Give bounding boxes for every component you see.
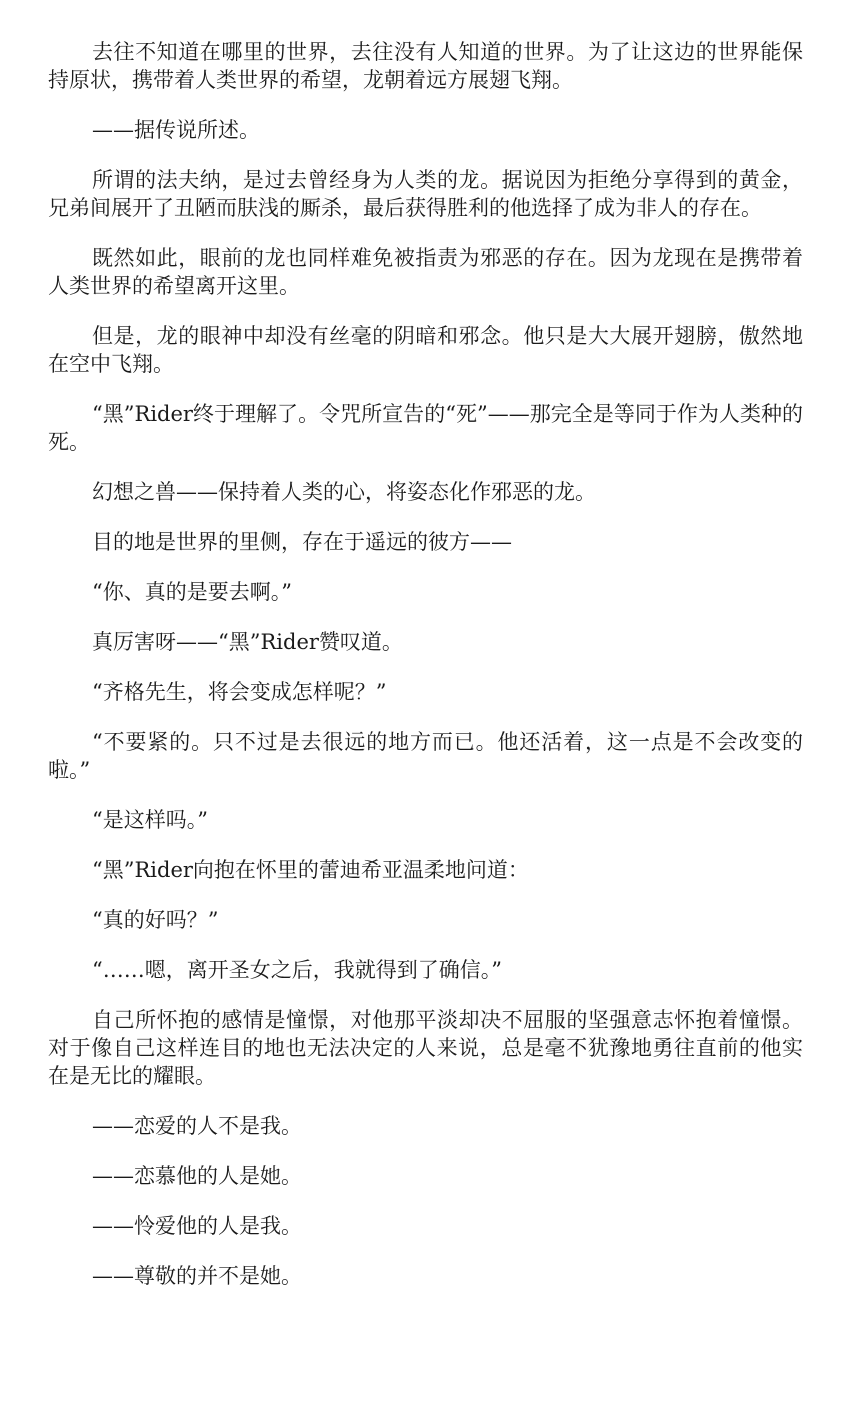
paragraph: ——怜爱他的人是我。 [92,1214,302,1238]
paragraph: “齐格先生，将会变成怎样呢？” [92,680,387,704]
paragraph: 真厉害呀——“黑”Rider赞叹道。 [92,630,403,654]
paragraph: “黑”Rider向抱在怀里的蕾迪希亚温柔地问道： [92,858,529,882]
paragraph: 目的地是世界的里侧，存在于遥远的彼方—— [92,530,512,554]
paragraph: “你、真的是要去啊。” [92,580,292,604]
paragraph: “不要紧的。只不过是去很远的地方而已。他还活着，这一点是不会改变的啦。” [48,730,803,782]
paragraph: “黑”Rider终于理解了。令咒所宣告的“死”——那完全是等同于作为人类种的死。 [48,402,803,454]
paragraph: “是这样吗。” [92,808,208,832]
paragraph: 去往不知道在哪里的世界，去往没有人知道的世界。为了让这边的世界能保持原状，携带着人类世界的希望，龙朝着远方展翅飞翔。 [48,40,803,92]
paragraph: 所谓的法夫纳，是过去曾经身为人类的龙。据说因为拒绝分享得到的黄金，兄弟间展开了丑陋而肤浅的厮杀，最后获得胜利的他选择了成为非人的存在。 [48,168,803,220]
paragraph: 但是，龙的眼神中却没有丝毫的阴暗和邪念。他只是大大展开翅膀，傲然地在空中飞翔。 [48,324,803,376]
paragraph: “真的好吗？” [92,908,219,932]
paragraph: ——恋慕他的人是她。 [92,1164,302,1188]
paragraph: 幻想之兽——保持着人类的心，将姿态化作邪恶的龙。 [92,480,596,504]
paragraph: “……嗯，离开圣女之后，我就得到了确信。” [92,958,502,982]
paragraph: 既然如此，眼前的龙也同样难免被指责为邪恶的存在。因为龙现在是携带着人类世界的希望离开这里。 [48,246,803,298]
paragraph: ——尊敬的并不是她。 [92,1264,302,1288]
paragraph: ——据传说所述。 [92,118,260,142]
paragraph: ——恋爱的人不是我。 [92,1114,302,1138]
paragraph: 自己所怀抱的感情是憧憬，对他那平淡却决不屈服的坚强意志怀抱着憧憬。对于像自己这样连目的地也无法决定的人来说，总是毫不犹豫地勇往直前的他实在是无比的耀眼。 [48,1008,803,1088]
